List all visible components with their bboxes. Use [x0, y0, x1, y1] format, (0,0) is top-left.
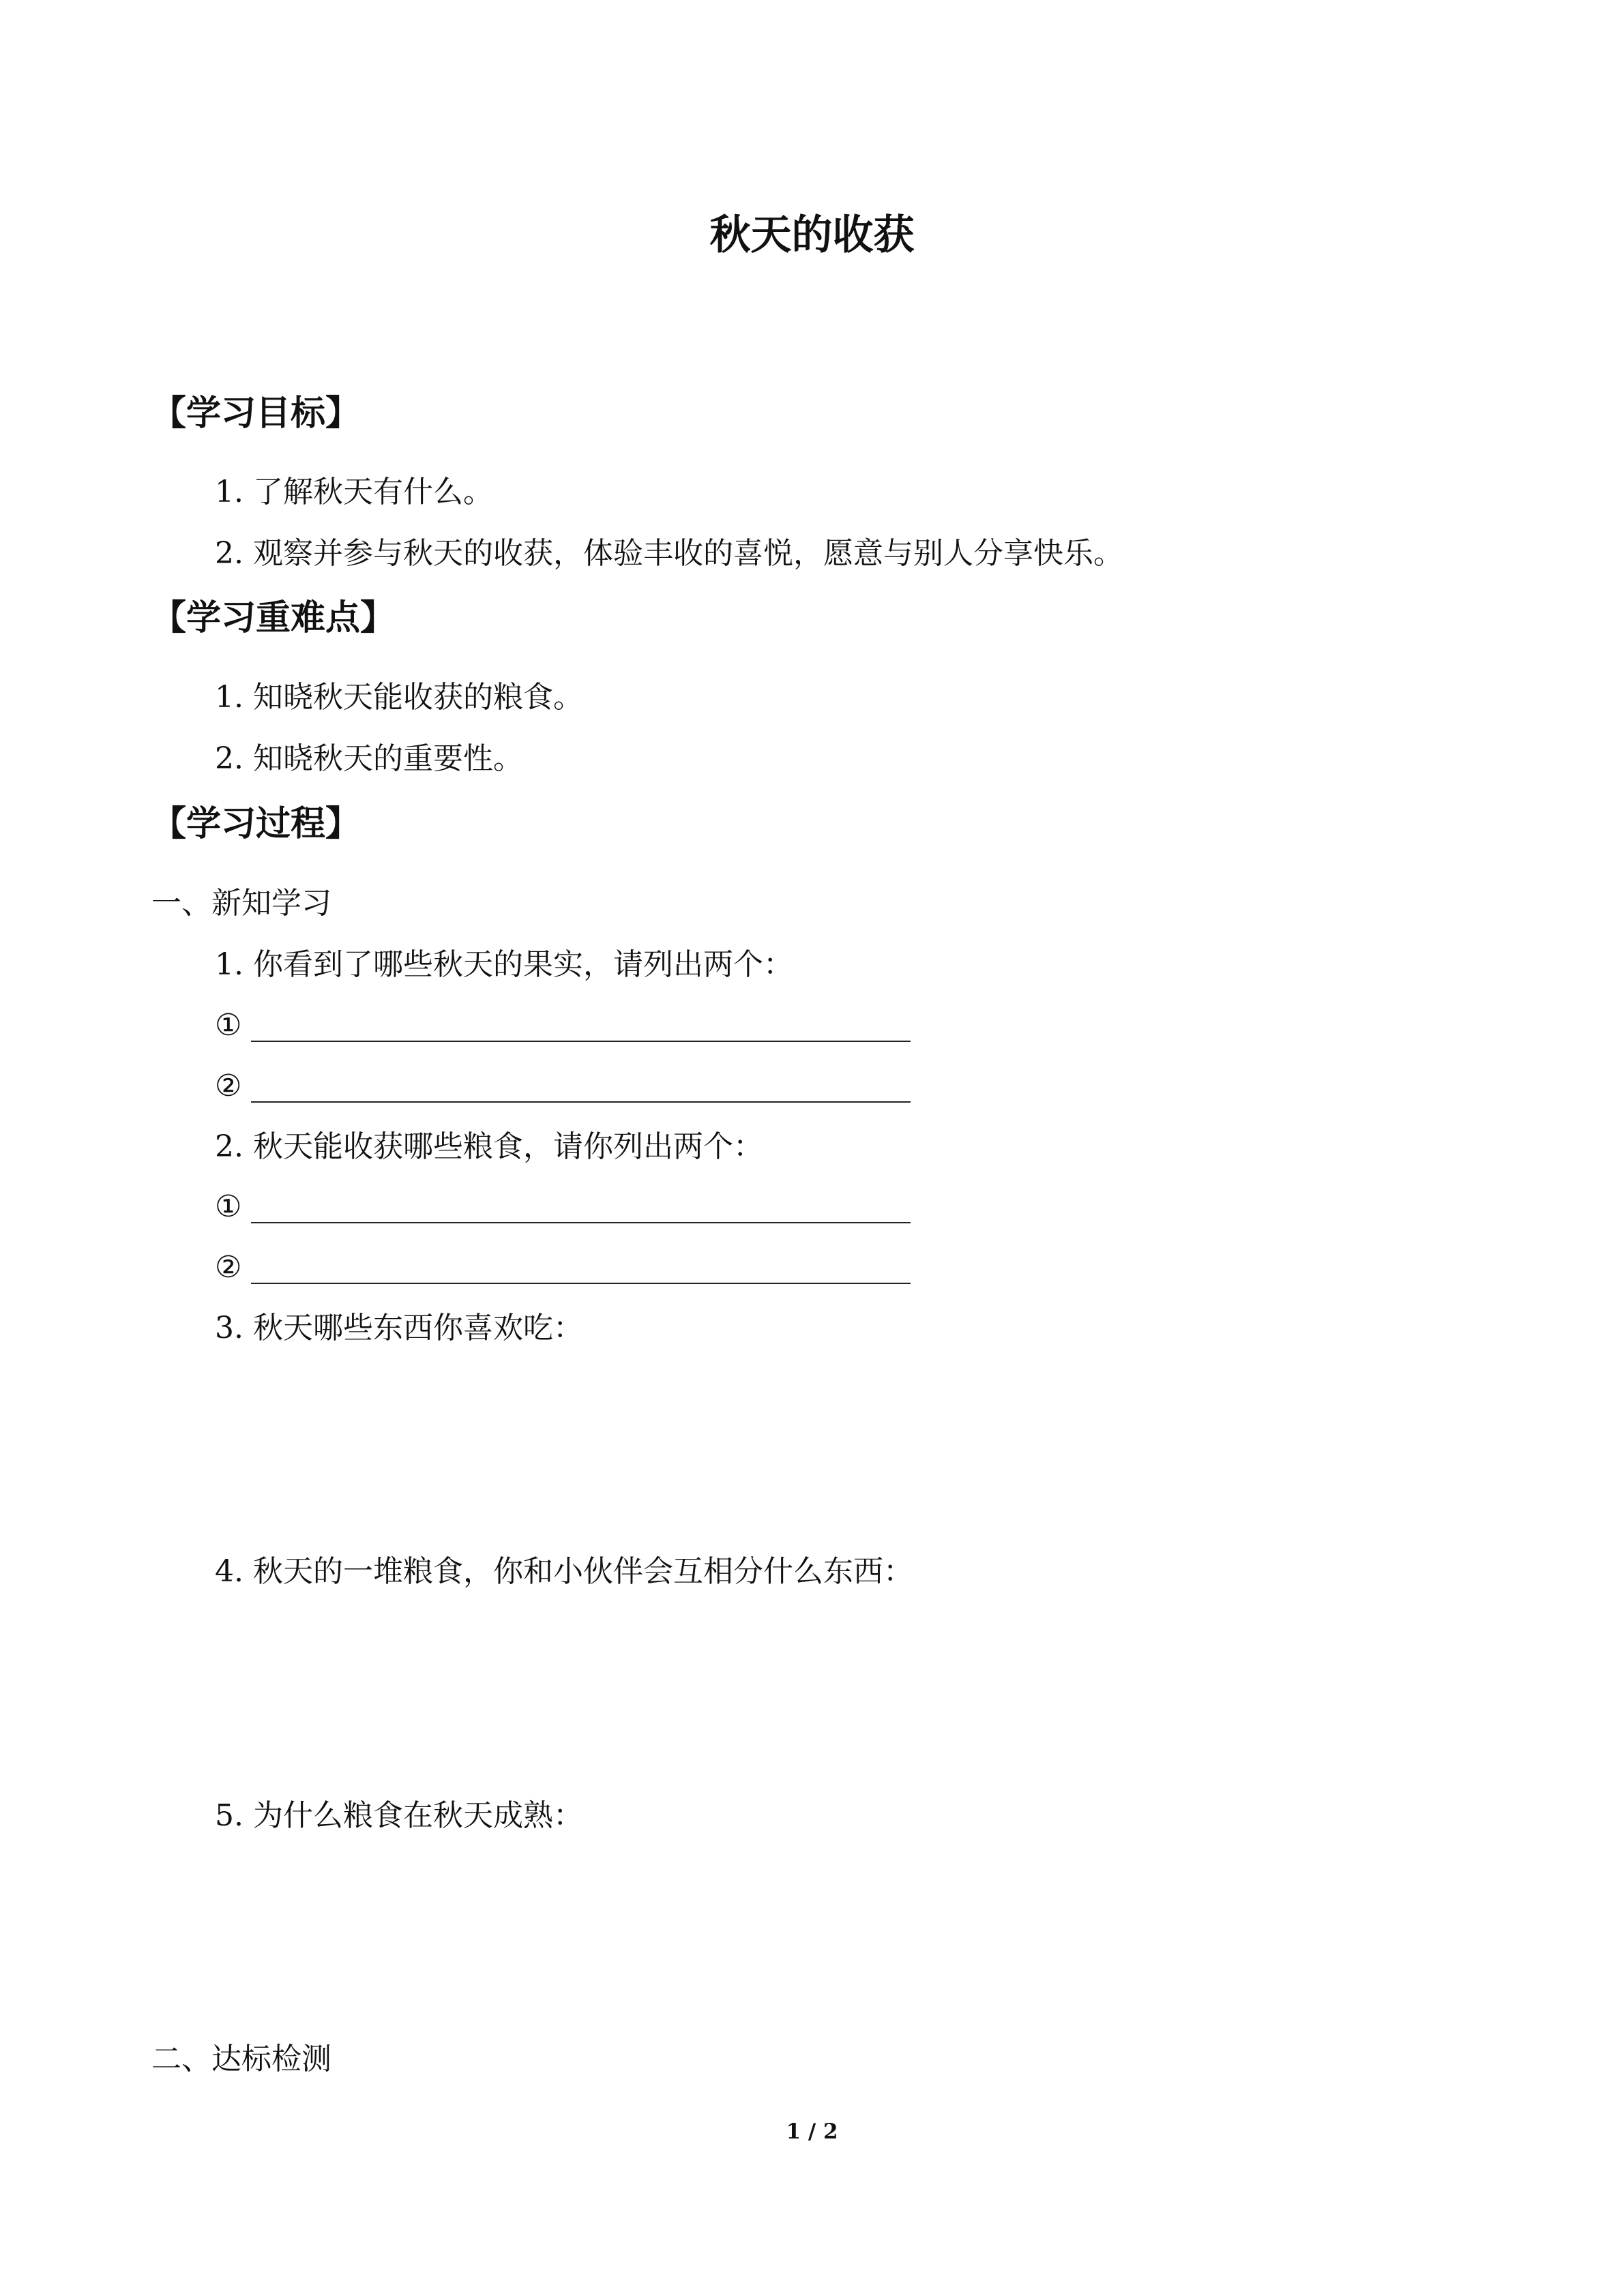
- page-number: 1 / 2: [786, 2119, 838, 2144]
- answer-line: [251, 1222, 911, 1223]
- key-point-item: 1. 知晓秋天能收获的粮食。: [215, 680, 583, 715]
- answer-line: [251, 1283, 911, 1284]
- question-5: 5. 为什么粮食在秋天成熟：: [215, 1798, 583, 1833]
- answer-line: [251, 1041, 911, 1042]
- part1-title: 一、新知学习: [151, 886, 331, 921]
- key-point-item: 2. 知晓秋天的重要性。: [215, 741, 523, 776]
- question-4: 4. 秋天的一堆粮食，你和小伙伴会互相分什么东西：: [215, 1554, 913, 1589]
- question-1: 1. 你看到了哪些秋天的果实，请列出两个：: [215, 947, 793, 982]
- blank-marker: ①: [215, 1008, 242, 1043]
- answer-line: [251, 1101, 911, 1103]
- part2-title: 二、达标检测: [151, 2042, 331, 2076]
- key-points-heading: 【学习重难点】: [151, 598, 396, 638]
- blank-marker: ②: [215, 1069, 242, 1103]
- blank-marker: ①: [215, 1189, 242, 1224]
- question-2: 2. 秋天能收获哪些粮食，请你列出两个：: [215, 1129, 763, 1164]
- page-title: 秋天的收获: [709, 211, 915, 259]
- objectives-heading: 【学习目标】: [151, 393, 361, 434]
- objective-item: 2. 观察并参与秋天的收获，体验丰收的喜悦，愿意与别人分享快乐。: [215, 536, 1123, 571]
- answer-area-4[interactable]: [215, 1602, 1443, 1766]
- answer-area-3[interactable]: [215, 1357, 1443, 1521]
- answer-blank-2-2[interactable]: [215, 1247, 241, 1288]
- question-3: 3. 秋天哪些东西你喜欢吃：: [215, 1311, 583, 1345]
- objective-item: 1. 了解秋天有什么。: [215, 475, 493, 509]
- answer-blank-1-2[interactable]: [215, 1066, 241, 1107]
- answer-area-5[interactable]: [215, 1845, 1443, 2015]
- process-heading: 【学习过程】: [151, 804, 361, 844]
- answer-blank-1-1[interactable]: [215, 1005, 241, 1046]
- blank-marker: ②: [215, 1250, 242, 1285]
- answer-blank-2-1[interactable]: [215, 1187, 241, 1227]
